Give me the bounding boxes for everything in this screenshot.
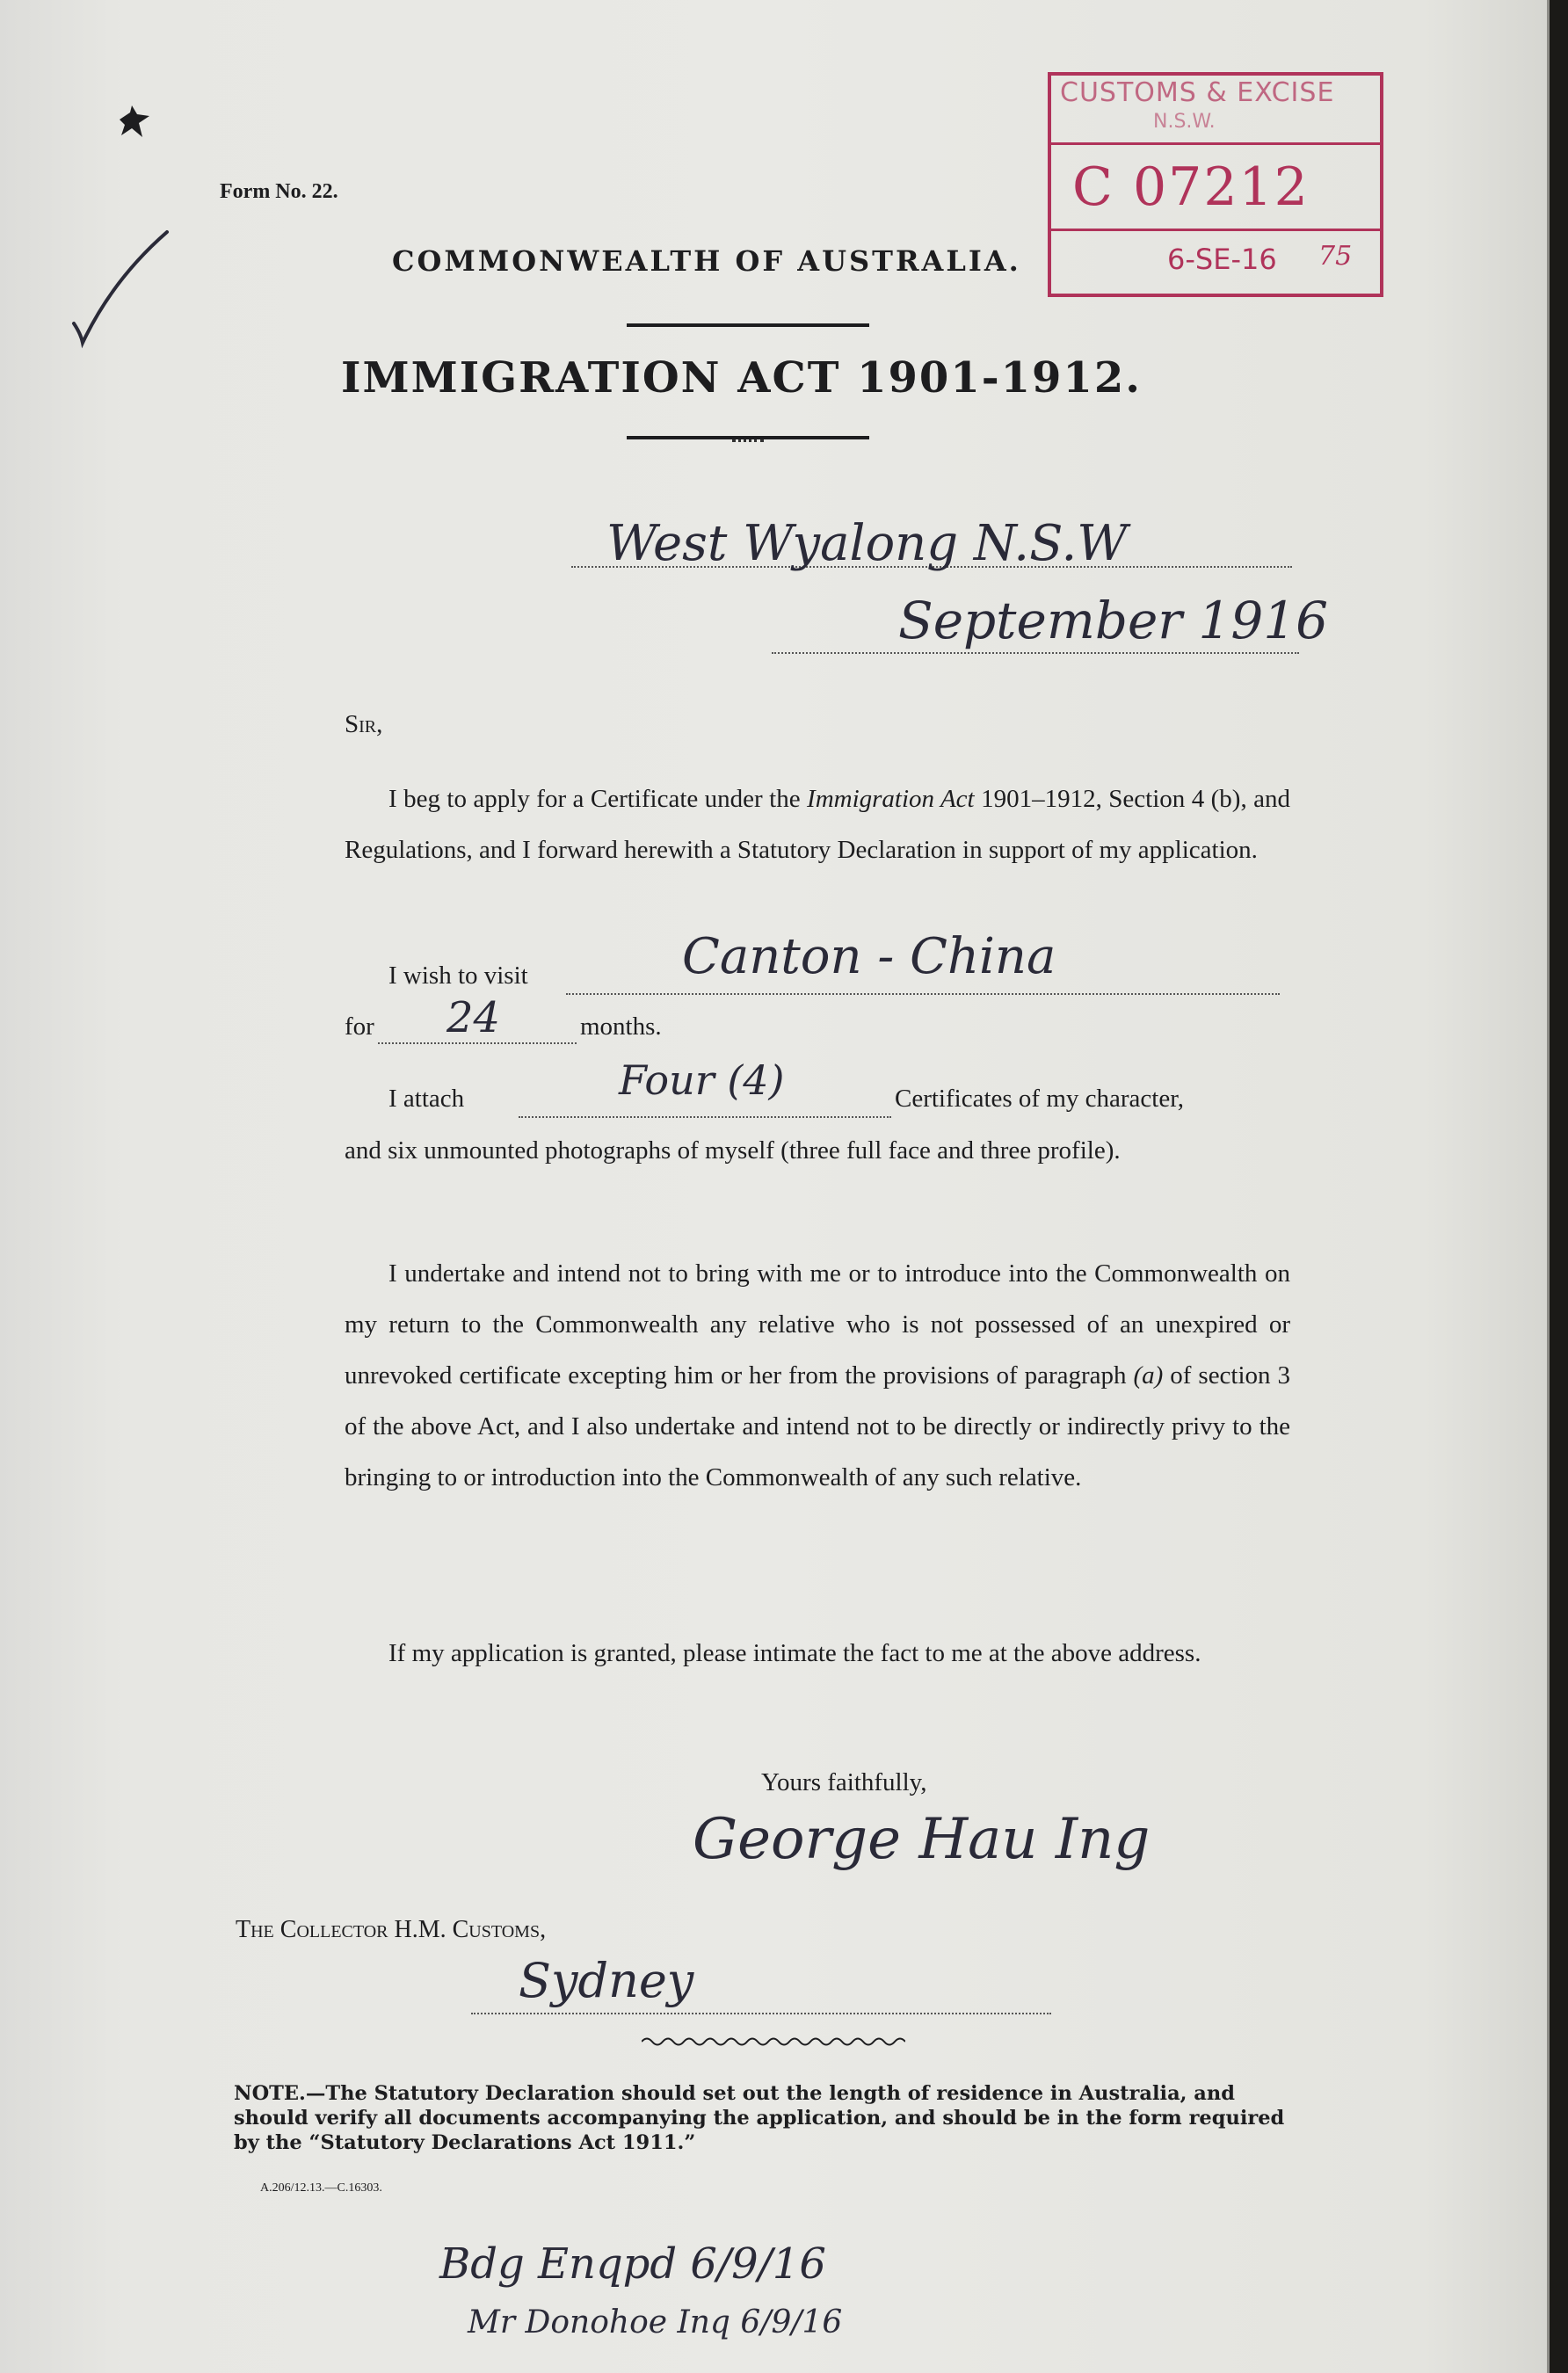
stamp-divider-1 (1051, 142, 1380, 145)
address-date: September 1916 (898, 591, 1329, 650)
paragraph-letter: (a) (1133, 1361, 1164, 1390)
attach-count: Four (4) (619, 1056, 785, 1104)
attach-line (519, 1116, 891, 1118)
attach-label: I attach (388, 1085, 465, 1113)
undertaking-part-a: I undertake and intend not to bring with me or to introduce into the Commonwealth on my return to the Commonwealth any relative who is not possessed of an unexpired or unrevoked certificate excepting him or her from the provisions of paragraph (345, 1259, 1290, 1390)
heading-rule-top (627, 323, 869, 327)
visit-destination: Canton - China (682, 928, 1056, 985)
stamp-divider-2 (1051, 229, 1380, 231)
stamp-top-text: CUSTOMS & EXCISE (1060, 77, 1335, 108)
ink-blot-icon (111, 104, 155, 147)
stamp-handwritten: 75 (1318, 241, 1353, 272)
collector-city-line (471, 2013, 1051, 2014)
print-code: A.206/12.13.—C.16303. (260, 2181, 382, 2195)
photos-text: and six unmounted photographs of myself (three full face and three profile). (345, 1136, 1121, 1165)
address-place: West Wyalong N.S.W (606, 515, 1128, 572)
undertaking-part-b: of section 3 of the above Act, and I also undertake and intend not to be directly or indirectly privy to the bringing to or introduction into the Commonwealth of any such relative. (345, 1361, 1290, 1491)
stamp-number: C 07212 (1072, 156, 1310, 218)
customs-stamp (1048, 72, 1383, 297)
form-number: Form No. 22. (220, 180, 338, 203)
paragraph1-prefix: I beg to apply for a Certificate under the (388, 785, 801, 813)
bottom-note-line1: Bdg Enqpd 6/9/16 (439, 2239, 826, 2289)
signature: George Hau Ing (693, 1807, 1151, 1872)
note-text: The Statutory Declaration should set out the length of residence in Australia, and should verify all documents accompanying the application, and should be in the form required by the “Statutory Declarations Act 1911.” (234, 2082, 1285, 2154)
commonwealth-heading: COMMONWEALTH OF AUSTRALIA. (392, 244, 1021, 278)
intimation-paragraph: If my application is granted, please intimate the fact to me at the above address. (388, 1639, 1201, 1667)
months-label: months. (580, 1012, 662, 1041)
stamp-date: 6-SE-16 (1167, 243, 1277, 276)
attach-rest: Certificates of my character, (895, 1085, 1184, 1113)
undertaking-paragraph (345, 1248, 1290, 1503)
collector-address: The Collector H.M. Customs, (236, 1916, 547, 1943)
note-label: NOTE.— (234, 2082, 326, 2105)
statutory-note (234, 2081, 1297, 2155)
visit-label: I wish to visit (388, 962, 528, 990)
salutation: Sir, (345, 710, 383, 738)
collector-city: Sydney (519, 1953, 694, 2008)
act-name: Immigration Act (807, 785, 975, 813)
heading-dots (732, 439, 764, 442)
duration-line (378, 1042, 577, 1044)
for-label: for (345, 1012, 374, 1041)
bottom-note-line2: Mr Donohoe Inq 6/9/16 (468, 2304, 843, 2340)
closing: Yours faithfully, (761, 1768, 927, 1796)
wavy-divider (642, 2036, 905, 2052)
check-mark-icon (69, 227, 174, 354)
visit-line (566, 993, 1280, 995)
stamp-sub-text: N.S.W. (1153, 111, 1216, 133)
act-title: IMMIGRATION ACT 1901-1912. (341, 353, 1142, 403)
application-paragraph (345, 773, 1290, 875)
address-date-line (772, 652, 1299, 654)
paragraph1-rest: 1901–1912, Section 4 (b), and Regulations, and I forward herewith a Statutory Declaration in support of my application. (345, 785, 1291, 864)
duration-value: 24 (446, 993, 501, 1042)
